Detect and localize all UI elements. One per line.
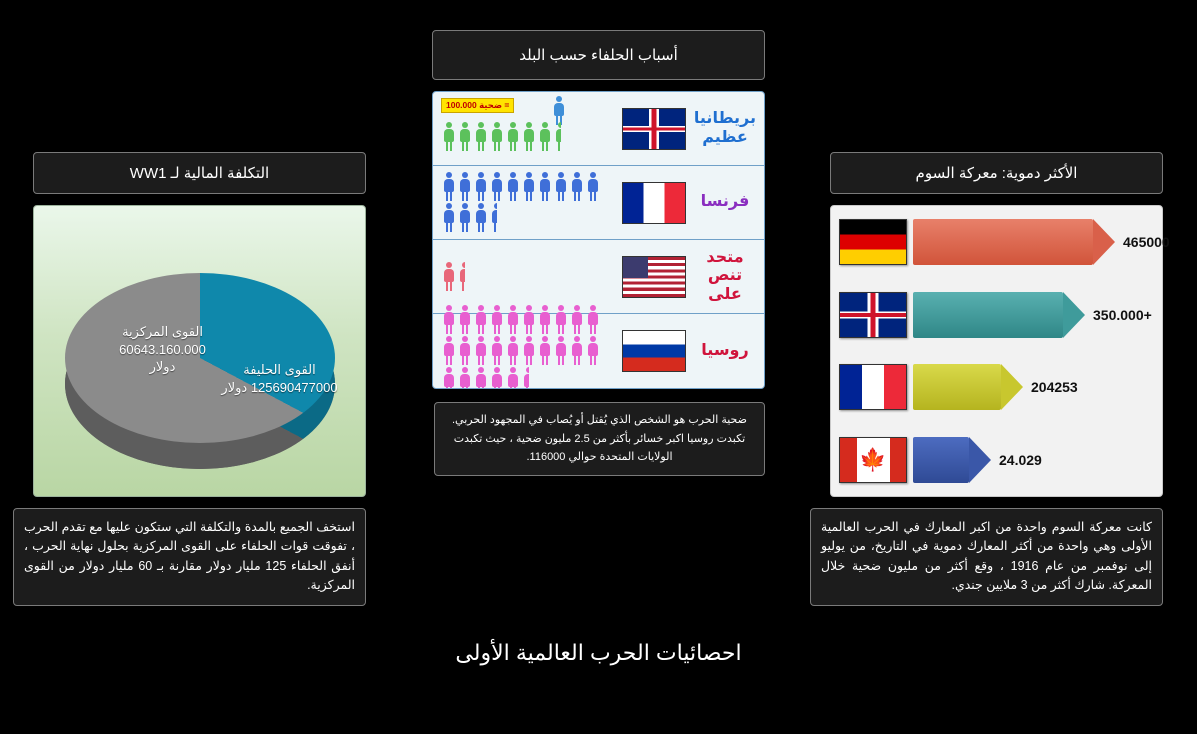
somme-header: الأكثر دموية: معركة السوم xyxy=(830,152,1163,194)
ally-name-britain: بريطانيا عظيم xyxy=(693,110,756,146)
pictogram-row xyxy=(433,240,764,314)
pictogram-row xyxy=(433,166,764,240)
pie-graphic xyxy=(50,251,350,451)
flag-france-icon xyxy=(839,364,907,410)
bar-value-germany: 465000 xyxy=(1123,234,1170,251)
bar-value-canada: 24.029 xyxy=(999,451,1042,468)
bar-row xyxy=(831,279,1162,352)
page-title: احصائيات الحرب العالمية الأولى xyxy=(455,640,742,665)
pie-slice-label-central: القوى المركزية 60643.160.000 دولار xyxy=(119,324,206,375)
allied-casualties-note: ضحية الحرب هو الشخص الذي يُقتل أو يُصاب في المجهود الحربي. تكبدت روسيا اكبر خسائر بأكثر من 2.5 مليون ضحية ، حيث تكبدت الولايات المتحدة حوالي 116000. xyxy=(434,402,765,476)
financial-cost-panel xyxy=(24,152,366,606)
bar-row xyxy=(831,351,1162,424)
bar-value-france: 204253 xyxy=(1031,379,1078,396)
flag-france-icon xyxy=(622,182,686,224)
bar-row xyxy=(831,206,1170,279)
flag-usa-icon xyxy=(622,256,686,298)
pictogram-legend: ضحية 100.000 = xyxy=(441,98,514,113)
financial-cost-note: استخف الجميع بالمدة والتكلفة التي ستكون عليها مع تقدم الحرب ، تفوقت قوات الحلفاء على القوى المركزية بحلول نهاية الحرب ، أنفق الحلفاء 125 مليار دولار مقارنة بـ 60 مليار دولار من القوى المركزية. xyxy=(13,508,366,606)
bar-arrow-germany xyxy=(913,219,1093,265)
pie-slice-label-allied: القوى الحليفة 125690477000 دولار xyxy=(221,362,338,395)
bar-value-britain: 350.000+ xyxy=(1093,306,1152,323)
financial-cost-header: التكلفة المالية لـ WW1 xyxy=(33,152,366,194)
allied-casualties-panel xyxy=(432,30,765,476)
flag-canada-icon: 🍁 xyxy=(839,437,907,483)
allied-casualties-pictogram xyxy=(432,91,765,389)
ally-name-usa: متحد تنص على xyxy=(706,248,744,303)
financial-cost-pie-chart xyxy=(33,205,366,497)
flag-germany-icon xyxy=(839,219,907,265)
pictogram-row xyxy=(433,314,764,388)
bar-row xyxy=(831,424,1162,497)
somme-panel xyxy=(821,152,1170,606)
pictogram-icons-france xyxy=(441,172,614,233)
somme-note: كانت معركة السوم واحدة من اكبر المعارك في الحرب العالمية الأولى وهي واحدة من أكثر المعارك دموية في التاريخ، من يوليو إلى نوفمبر من عام 1916 ، وقع أكثر من مليون ضحية خلال المعركة. شارك أكثر من 3 ملايين جندي. xyxy=(810,508,1163,606)
pictogram-icons-usa xyxy=(441,262,614,292)
bar-arrow-france xyxy=(913,364,1001,410)
ally-name-russia: روسيا xyxy=(701,341,749,359)
ally-name-france: فرنسا xyxy=(700,193,750,211)
flag-russia-icon xyxy=(622,330,686,372)
pictogram-icons-russia xyxy=(441,305,614,389)
allied-casualties-header: أسباب الحلفاء حسب البلد xyxy=(432,30,765,80)
bar-arrow-britain xyxy=(913,292,1063,338)
pictogram-row xyxy=(433,92,764,166)
somme-bar-chart xyxy=(830,205,1170,497)
bar-arrow-canada xyxy=(913,437,969,483)
flag-uk-icon xyxy=(839,292,907,338)
flag-uk-icon xyxy=(622,108,686,150)
